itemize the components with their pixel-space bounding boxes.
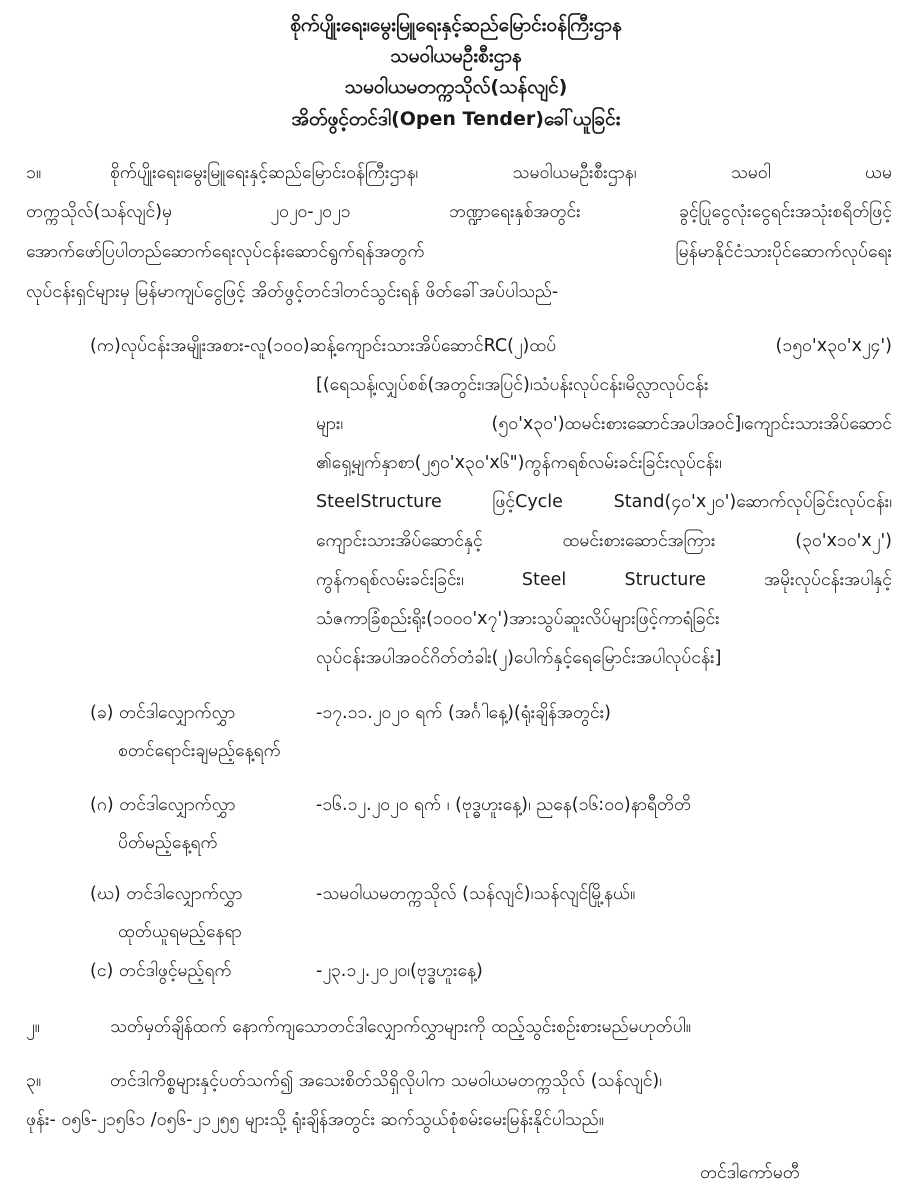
- signature-committee: တင်ဒါကော်မတီ: [700, 1163, 800, 1183]
- item-ka-line-2: [(ရေသန့်၊လျှပ်စစ်(အတွင်း၊အပြင်)၊သံပန်းလုပ်ငန်း၊မိလ္လာလုပ်ငန်း: [316, 375, 709, 395]
- para1-line-4: လုပ်ငန်းရှင်များမှ မြန်မာကျပ်ငွေဖြင့် အိတ်ဖွင့်တင်ဒါတင်သွင်းရန် ဖိတ်ခေါ်အပ်ပါသည်-: [26, 282, 559, 302]
- para1-line-3: အောက်ဖော်ပြပါတည်ဆောက်ရေးလုပ်ငန်းဆောင်ရွက်ရန်အတွက် မြန်မာနိုင်ငံသားပိုင်ဆောက်လုပ်ရေး: [26, 242, 892, 262]
- para3-number: ၃။: [26, 1071, 42, 1091]
- item-gha-value: -သမဝါယမတက္ကသိုလ် (သန်လျင်)၊သန်လျင်မြို့နယ်။: [316, 884, 636, 904]
- para1-number: ၁။: [26, 163, 42, 183]
- item-nga-label: (င) တင်ဒါဖွင့်မည့်ရက်: [90, 961, 232, 981]
- para2-text: သတ်မှတ်ချိန်ထက် နောက်ကျသောတင်ဒါလျှောက်လွှာများကို ထည့်သွင်းစဉ်းစားမည်မဟုတ်ပါ။: [110, 1017, 692, 1037]
- item-kha-value: -၁၇.၁၁.၂၀၂၀ ရက် (အင်္ဂါနေ့)(ရုံးချိန်အတွင်း): [316, 703, 611, 723]
- para3-line-1: တင်ဒါကိစ္စများနှင့်ပတ်သက်၍ အသေးစိတ်သိရှိလိုပါက သမဝါယမတက္ကသိုလ် (သန်လျင်)၊: [110, 1071, 663, 1091]
- college-heading: သမဝါယမတက္ကသိုလ်(သန်လျင်): [344, 76, 568, 98]
- item-kha-label: (ခ) တင်ဒါလျှောက်လွှာ: [90, 703, 236, 723]
- item-ka-line-5: SteelStructure ဖြင့်Cycle Stand(၄၀'x၂၀')ဆောက်လုပ်ခြင်းလုပ်ငန်း၊: [316, 492, 892, 512]
- item-gha-continuation: ထုတ်ယူရမည့်နေရာ: [118, 922, 242, 942]
- para1-line-1: စိုက်ပျိုးရေး၊မွေးမြူရေးနှင့်ဆည်မြောင်းဝန်ကြီးဌာန၊ သမဝါယမဦးစီးဌာန၊ သမဝါ ယမ: [110, 163, 892, 183]
- item-ka-line-4: ၏ရှေ့မျက်နှာစာ(၂၅၀'x၃၀'x၆")ကွန်ကရစ်လမ်းခင်းခြင်းလုပ်ငန်း၊: [316, 453, 722, 473]
- item-ga-continuation: ပိတ်မည့်နေ့ရက်: [118, 833, 218, 853]
- department-heading: သမဝါယမဦးစီးဌာန: [390, 45, 522, 67]
- item-ka-line-7: ကွန်ကရစ်လမ်းခင်းခြင်း၊ Steel Structure အမိုးလုပ်ငန်းအပါနှင့်: [316, 570, 892, 590]
- ministry-heading: စိုက်ပျိုးရေး၊မွေးမြူရေးနှင့်ဆည်မြောင်းဝန်ကြီးဌာန: [290, 14, 622, 36]
- para3-line-2: ဖုန်း- ၀၅၆-၂၁၅၆၁ /၀၅၆-၂၁၂၅၅ များသို့ ရုံးချိန်အတွင်း ဆက်သွယ်စုံစမ်းမေးမြန်းနိုင်ပါသည်။: [26, 1110, 604, 1130]
- item-ka-line-3: များ၊ (၅၀'x၃၀')ထမင်းစားဆောင်အပါအဝင်]၊ကျောင်းသားအိပ်ဆောင်: [316, 414, 892, 434]
- notice-title: အိတ်ဖွင့်တင်ဒါ(Open Tender)ခေါ်ယူခြင်း: [291, 108, 621, 130]
- item-ga-label: (ဂ) တင်ဒါလျှောက်လွှာ: [90, 795, 236, 815]
- para1-line-2: တက္ကသိုလ်(သန်လျင်)မှ ၂၀၂၀-၂၀၂၁ ဘဏ္ဍာရေးနှစ်အတွင်း ခွင့်ပြုငွေလုံးငွေရင်းအသုံးစရိတ်ဖြင့်: [26, 202, 892, 222]
- item-kha-continuation: စတင်ရောင်းချမည့်နေ့ရက်: [118, 741, 281, 761]
- item-ka-line-1: (က)လုပ်ငန်းအမျိုးအစား-လူ(၁၀၀)ဆန့်ကျောင်းသားအိပ်ဆောင်RC(၂)ထပ် (၁၅၀'x၃၀'x၂၄'): [90, 336, 892, 356]
- item-gha-label: (ဃ) တင်ဒါလျှောက်လွှာ: [90, 884, 243, 904]
- item-nga-value: -၂၃.၁၂.၂၀၂၀၊(ဗုဒ္ဓဟူးနေ့): [316, 961, 483, 981]
- para2-number: ၂။: [26, 1017, 40, 1037]
- item-ga-value: -၁၆.၁၂.၂၀၂၀ ရက် ၊ (ဗုဒ္ဓဟူးနေ့)၊ ညနေ(၁၆:၀၀)နာရီတိတိ: [316, 795, 692, 815]
- item-ka-line-8: သံဇကာခြံစည်းရိုး(၁၀၀၀'x၇')အားသွပ်ဆူးလိပ်များဖြင့်ကာရံခြင်း: [316, 609, 720, 629]
- item-ka-line-9: လုပ်ငန်းအပါအဝင်ဂိတ်တံခါး(၂)ပေါက်နှင့်ရေမြောင်းအပါလုပ်ငန်း]: [316, 648, 722, 668]
- item-ka-line-6: ကျောင်းသားအိပ်ဆောင်နှင့် ထမင်းစားဆောင်အကြား (၃၀'x၁၀'x၂'): [316, 531, 892, 551]
